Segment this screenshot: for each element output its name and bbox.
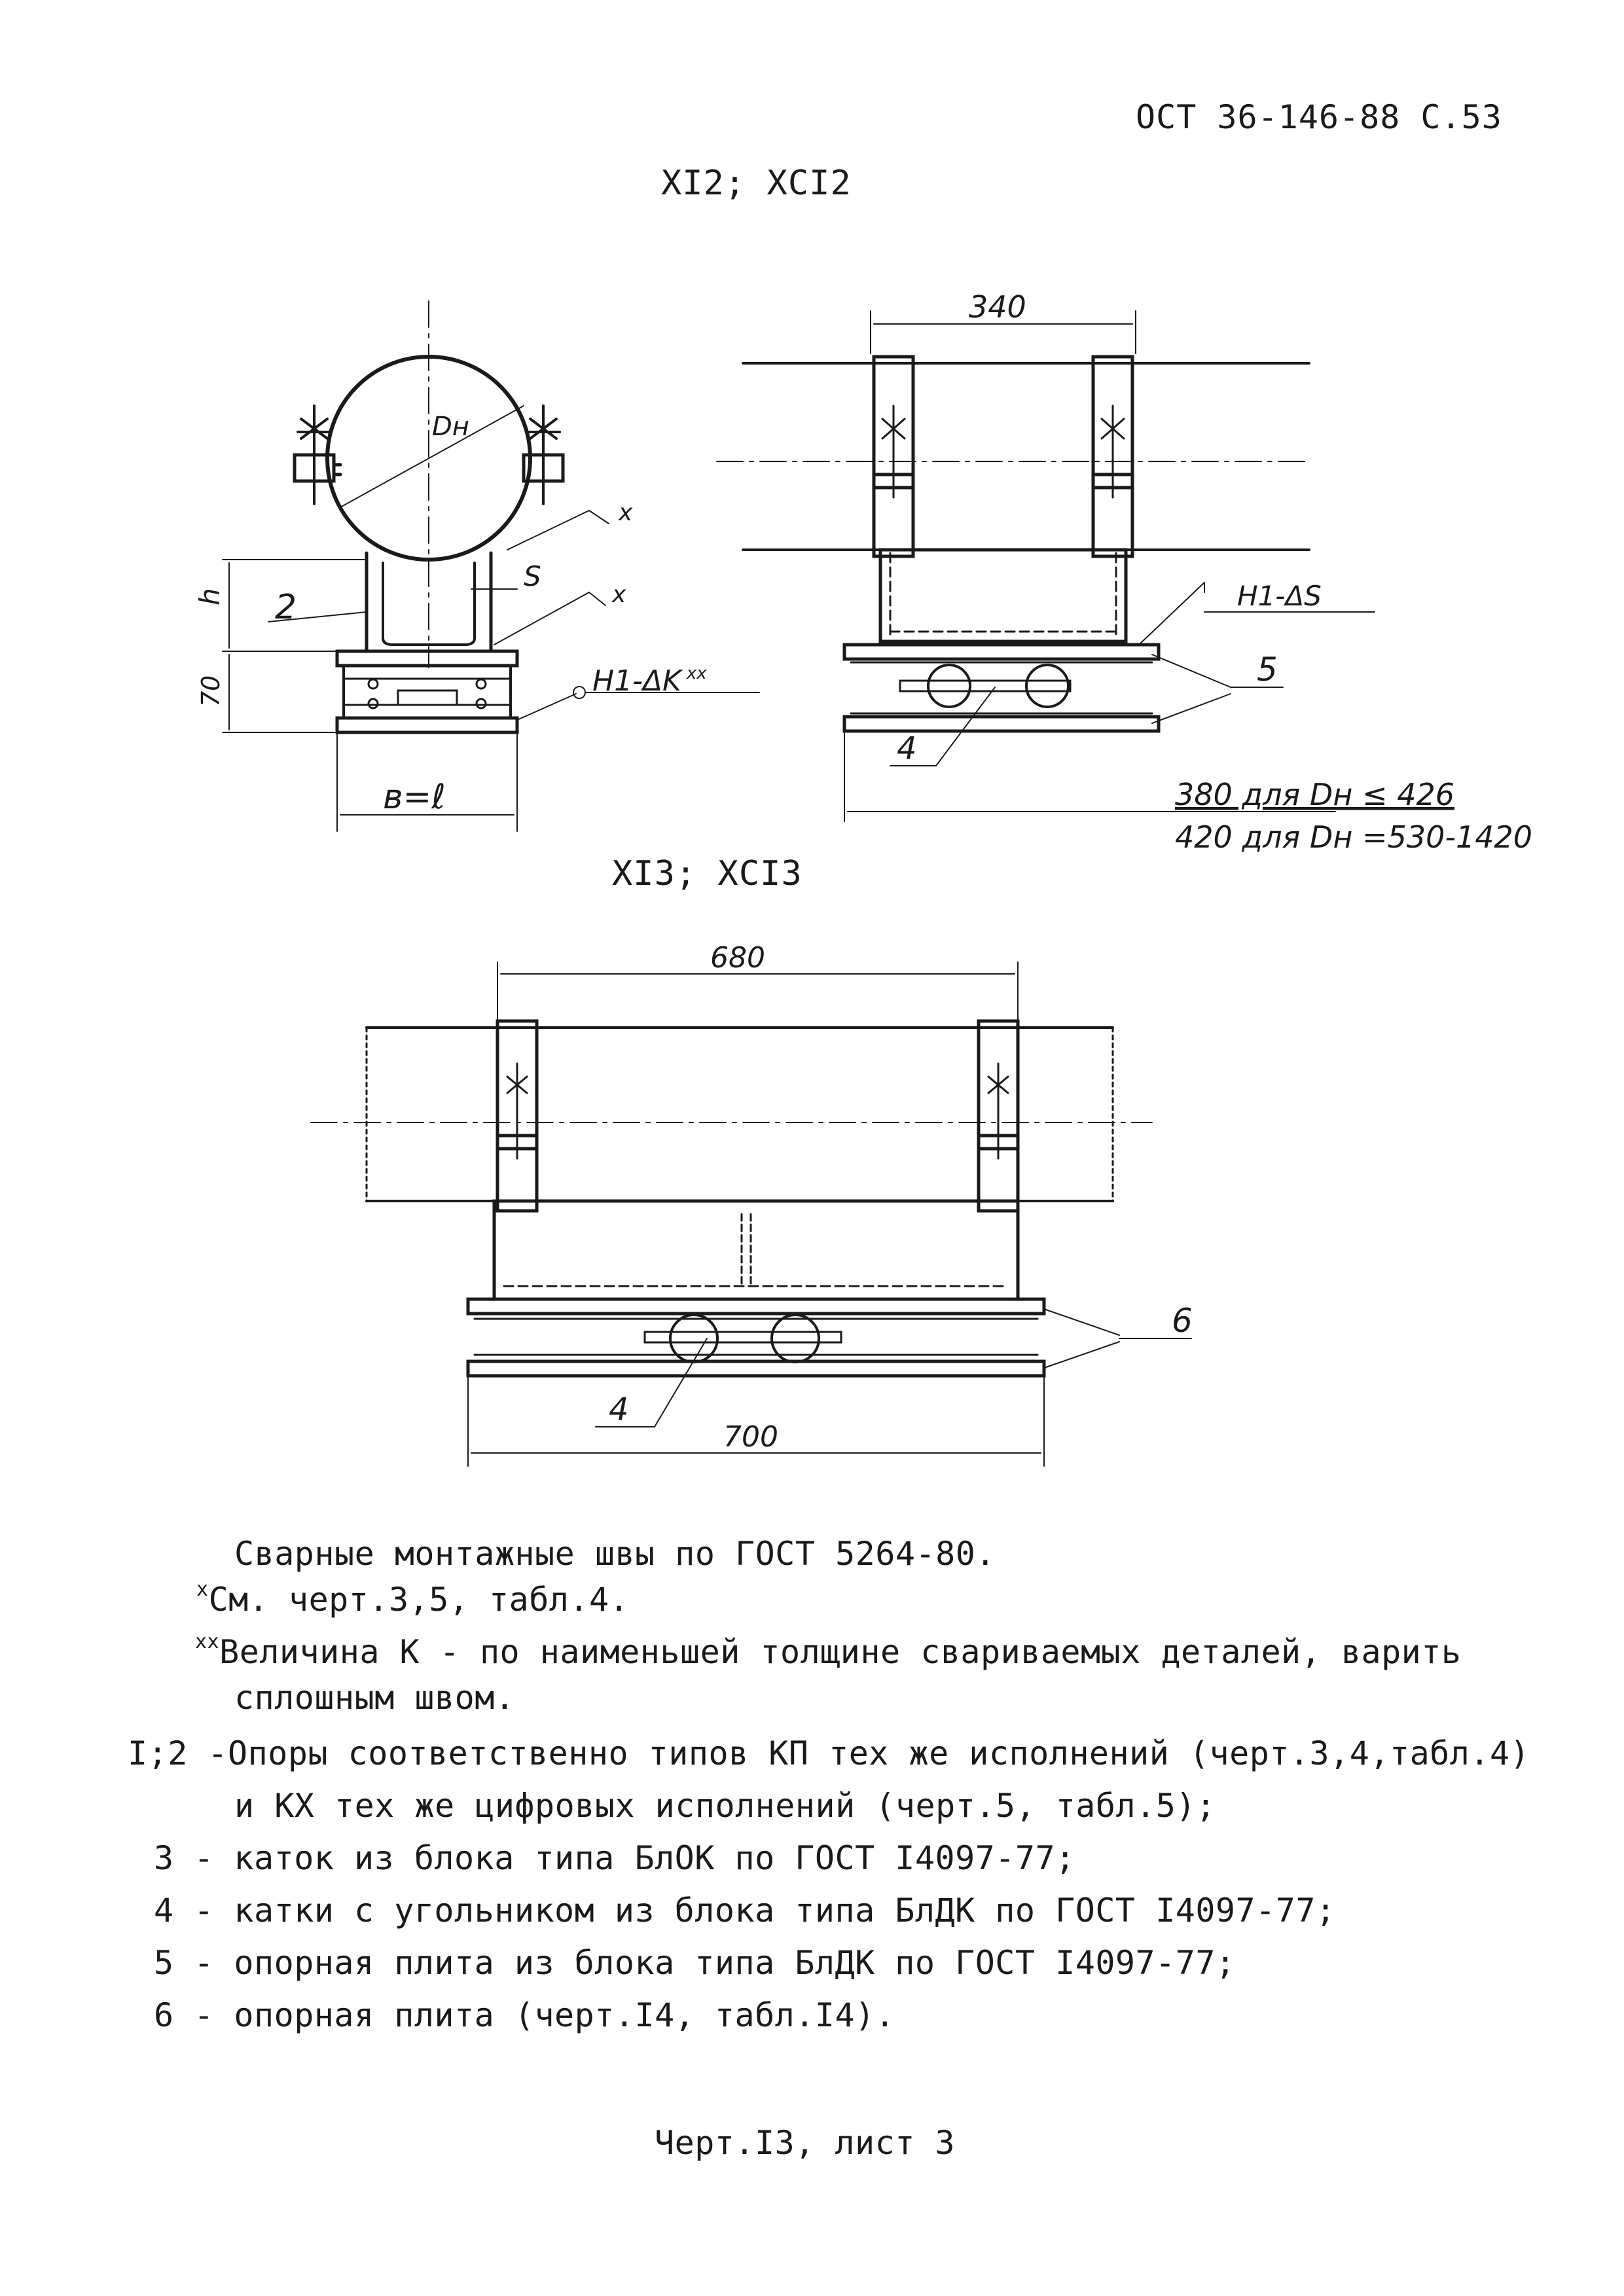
label-x-2: x: [612, 581, 626, 608]
note-see-drawings-text: См. черт.3,5, табл.4.: [208, 1581, 630, 1619]
drawing-caption: Черт.I3, лист 3: [655, 2124, 956, 2162]
note-sup-x: x: [196, 1578, 209, 1601]
section-title-middle: XI3; XCI3: [612, 854, 803, 893]
note-sup-xx: xx: [195, 1630, 220, 1653]
label-part-2: 2: [275, 588, 297, 627]
label-s: S: [524, 560, 541, 592]
side-view-bottom: [311, 962, 1191, 1466]
label-range-2: 420 для Dн =530-1420: [1175, 819, 1533, 855]
note-item-4: 4 - катки с угольником из блока типа БлДК по ГОСТ I4097-77;: [154, 1892, 1336, 1929]
label-part-6: 6: [1172, 1302, 1193, 1340]
label-680: 680: [710, 941, 765, 975]
note-k-value: [195, 1630, 1462, 1671]
label-weld-nk: Н1-ΔK $^{xx}$: [592, 664, 707, 698]
document-code: ОСТ 36-146-88 С.53: [1136, 98, 1502, 136]
section-title-top: XI2; XCI2: [661, 164, 852, 203]
note-item-3: 3 - каток из блока типа БлОК по ГОСТ I4097-77;: [154, 1839, 1075, 1877]
note-see-drawings: [196, 1578, 630, 1619]
label-70: 70: [196, 675, 225, 707]
note-item-6: 6 - опорная плита (черт.I4, табл.I4).: [154, 1996, 895, 2034]
label-x-1: x: [619, 499, 633, 526]
label-h: h: [194, 588, 226, 605]
label-weld-ns: Н1-ΔS: [1237, 580, 1322, 612]
label-range-1: 380 для Dн ≤ 426: [1175, 777, 1455, 812]
note-item-5: 5 - опорная плита из блока типа БлДК по ГОСТ I4097-77;: [154, 1944, 1236, 1982]
note-k-value-text: Величина К - по наименьшей толщине свариваемых деталей, варить: [219, 1633, 1462, 1671]
label-part-5: 5: [1257, 651, 1278, 689]
label-b-eq-l: в=ℓ: [383, 778, 446, 817]
note-item-1-2: I;2 -Опоры соответственно типов КП тех же исполнений (черт.3,4,табл.4): [128, 1734, 1530, 1772]
cross-section-view: [223, 301, 759, 831]
note-welds: Сварные монтажные швы по ГОСТ 5264-80.: [234, 1535, 996, 1573]
label-part-4-bottom: 4: [609, 1391, 629, 1428]
label-340: 340: [969, 289, 1026, 325]
label-part-4-top: 4: [897, 730, 917, 767]
note-item-1-2-cont: и КХ тех же цифровых исполнений (черт.5, табл.5);: [234, 1787, 1216, 1825]
side-view-top: [717, 311, 1375, 821]
label-700: 700: [723, 1420, 778, 1454]
label-dh: Dн: [432, 412, 469, 442]
note-k-value-cont: сплошным швом.: [234, 1679, 515, 1717]
